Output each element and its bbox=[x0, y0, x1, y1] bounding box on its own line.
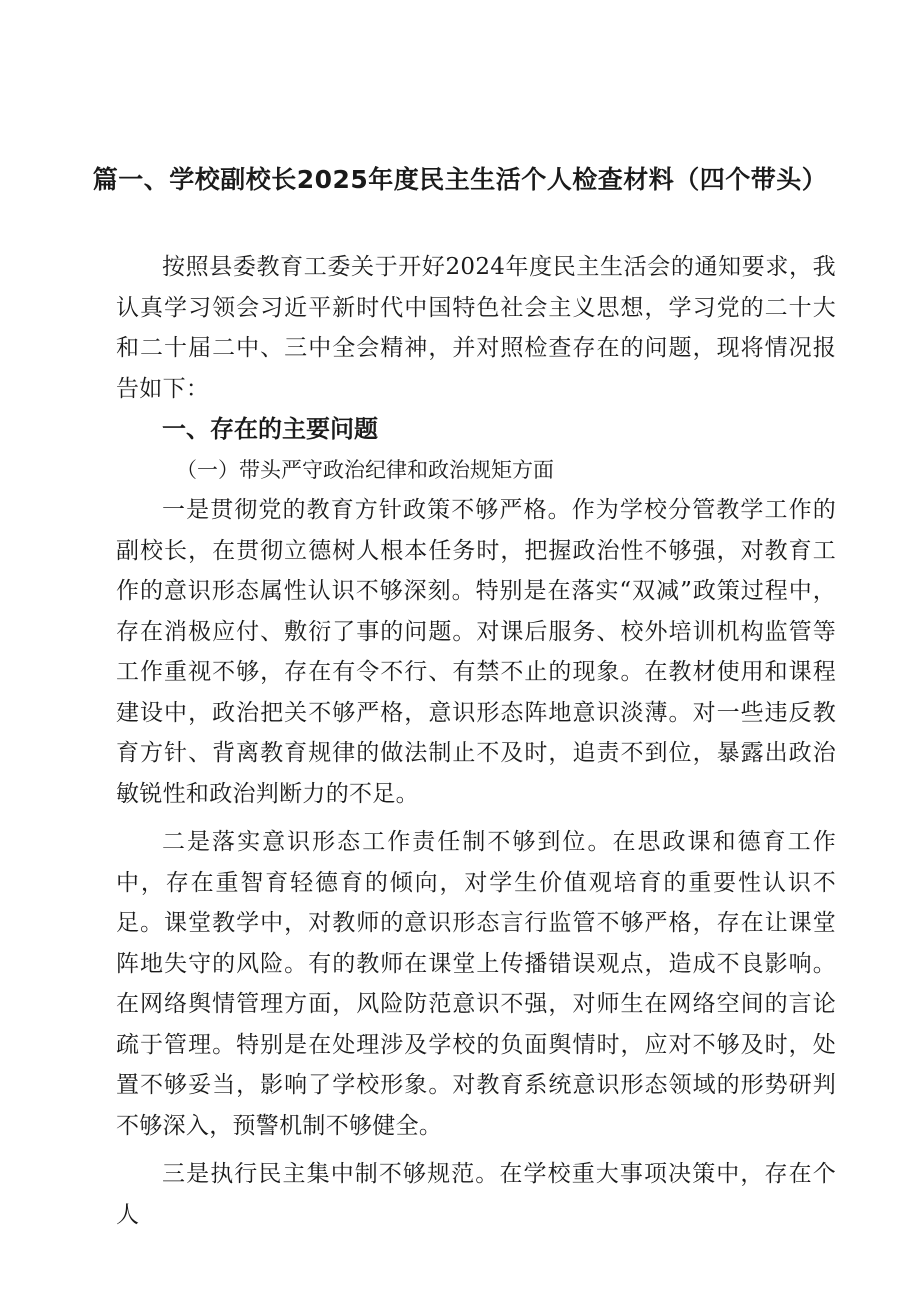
document-body bbox=[116, 247, 836, 1235]
body-paragraph-3: 三是执行民主集中制不够规范。在学校重大事项决策中，存在个人 bbox=[116, 1161, 836, 1228]
intro-paragraph: 按照县委教育工委关于开好2024年度民主生活会的通知要求，我认真学习领会习近平新时代中国特色社会主义思想，学习党的二十大和二十届二中、三中全会精神，并对照检查存在的问题，现将情况报告如下： bbox=[116, 254, 836, 402]
body-paragraph-2: 二是落实意识形态工作责任制不够到位。在思政课和德育工作中，存在重智育轻德育的倾向，对学生价值观培育的重要性认识不足。课堂教学中，对教师的意识形态言行监管不够严格，存在让课堂阵地失守的风险。有的教师在课堂上传播错误观点，造成不良影响。在网络舆情管理方面，风险防范意识不强，对师生在网络空间的言论疏于管理。特别是在处理涉及学校的负面舆情时，应对不够及时，处置不够妥当，影响了学校形象。对教育系统意识形态领域的形势研判不够深入，预警机制不够健全。 bbox=[116, 829, 836, 1139]
document-title: 篇一、学校副校长2025年度民主生活个人检查材料（四个带头） bbox=[92, 165, 828, 194]
subsection-heading: （一）带头严守政治纪律和政治规矩方面 bbox=[176, 457, 554, 482]
body-paragraph-1: 一是贯彻党的教育方针政策不够严格。作为学校分管教学工作的副校长，在贯彻立德树人根本任务时，把握政治性不够强，对教育工作的意识形态属性认识不够深刻。特别是在落实“双减”政策过程中，存在消极应付、敷衍了事的问题。对课后服务、校外培训机构监管等工作重视不够，存在有令不行、有禁不止的现象。在教材使用和课程建设中，政治把关不够严格，意识形态阵地意识淡薄。对一些违反教育方针、背离教育规律的做法制止不及时，追责不到位，暴露出政治敏锐性和政治判断力的不足。 bbox=[116, 497, 836, 807]
section-heading: 一、存在的主要问题 bbox=[162, 415, 378, 443]
